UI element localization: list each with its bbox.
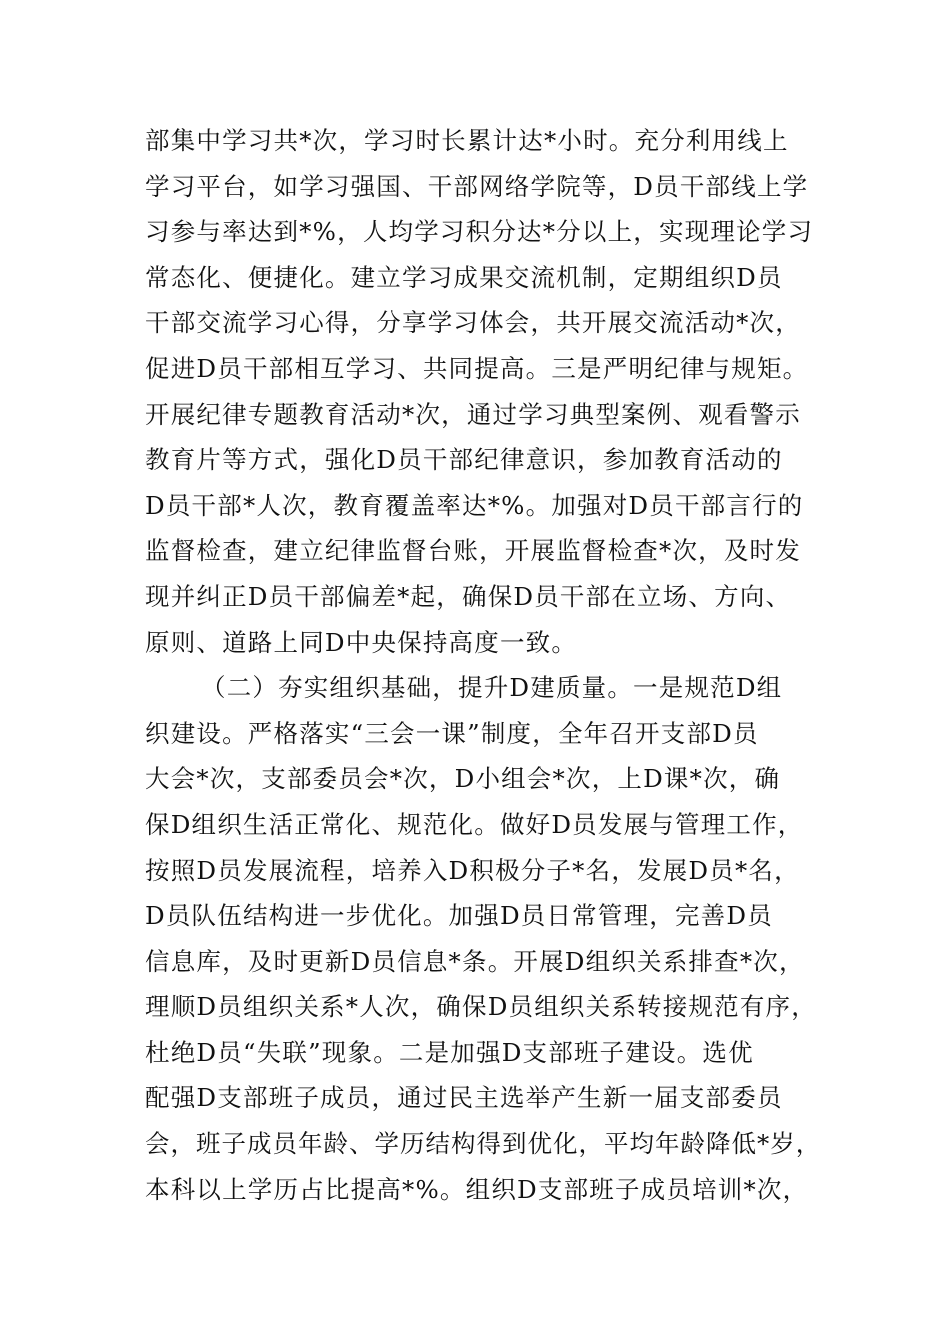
text-line: 大会*次，支部委员会*次，D小组会*次，上D课*次，确 <box>145 764 781 794</box>
text-line: 监督检查，建立纪律监督台账，开展监督检查*次，及时发 <box>145 536 801 566</box>
text-line: 信息库，及时更新D员信息*条。开展D组织关系排查*次， <box>145 946 805 976</box>
text-line: 习参与率达到*%，人均学习积分达*分以上，实现理论学习 <box>145 217 814 247</box>
text-line: 本科以上学历占比提高*%。组织D支部班子成员培训*次， <box>145 1174 809 1204</box>
text-line: 促进D员干部相互学习、共同提高。三是严明纪律与规矩。 <box>145 353 809 383</box>
text-line: 配强D支部班子成员，通过民主选举产生新一届支部委员 <box>145 1083 783 1113</box>
text-line: D员干部*人次，教育覆盖率达*%。加强对D员干部言行的 <box>145 490 804 520</box>
text-line: 按照D员发展流程，培养入D积极分子*名，发展D员*名， <box>145 855 800 885</box>
text-line: 会，班子成员年龄、学历结构得到优化，平均年龄降低*岁， <box>145 1129 822 1159</box>
text-line: 干部交流学习心得，分享学习体会，共开展交流活动*次， <box>145 308 801 338</box>
text-line: 理顺D员组织关系*人次，确保D员组织关系转接规范有序， <box>145 992 817 1022</box>
text-line: 开展纪律专题教育活动*次，通过学习典型案例、观看警示 <box>145 399 801 429</box>
text-line: D员队伍结构进一步优化。加强D员日常管理，完善D员 <box>145 901 773 931</box>
text-line: 原则、道路上同D中央保持高度一致。 <box>145 627 578 657</box>
section-heading-line: （二）夯实组织基础，提升D建质量。一是规范D组 <box>201 673 783 703</box>
text-line: 学习平台，如学习强国、干部网络学院等，D员干部线上学 <box>145 171 809 201</box>
text-line: 织建设。严格落实“三会一课”制度，全年召开支部D员 <box>145 718 759 748</box>
text-line: 现并纠正D员干部偏差*起，确保D员干部在立场、方向、 <box>145 581 792 611</box>
text-line: 保D组织生活正常化、规范化。做好D员发展与管理工作， <box>145 809 804 839</box>
document-body <box>145 118 825 1212</box>
text-line: 杜绝D员“失联”现象。二是加强D支部班子建设。选优 <box>145 1037 754 1067</box>
text-line: 常态化、便捷化。建立学习成果交流机制，定期组织D员 <box>145 262 783 292</box>
text-line: 部集中学习共*次，学习时长累计达*小时。充分利用线上 <box>145 126 789 155</box>
text-line: 教育片等方式，强化D员干部纪律意识，参加教育活动的 <box>145 445 783 475</box>
